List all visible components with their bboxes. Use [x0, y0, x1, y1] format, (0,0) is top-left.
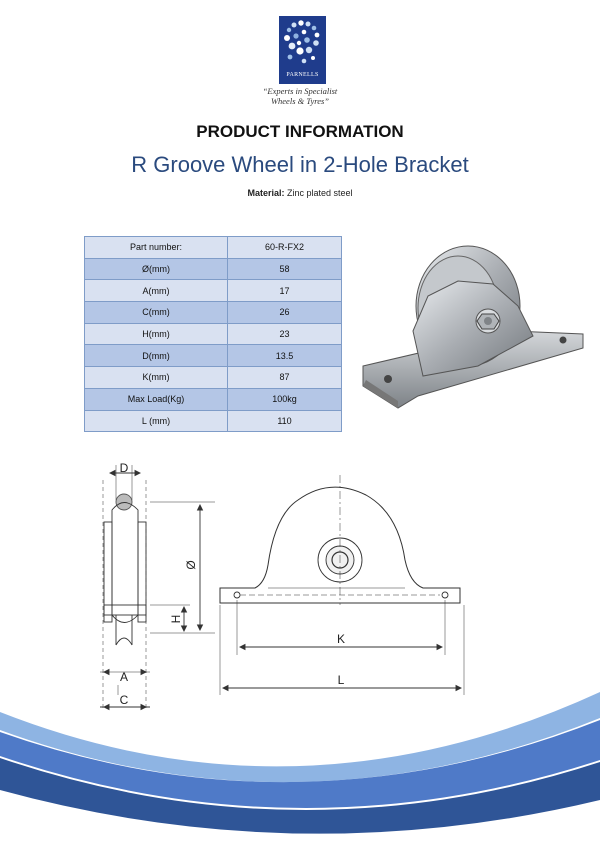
spec-value: 87 — [228, 367, 342, 389]
spec-value: 100kg — [228, 388, 342, 410]
dim-label-c: C — [119, 693, 129, 707]
dim-label-a: A — [119, 670, 129, 684]
spec-label: K(mm) — [85, 367, 228, 389]
tagline-line-2: Wheels & Tyres” — [270, 96, 330, 106]
spec-label: A(mm) — [85, 280, 228, 302]
table-row — [85, 280, 342, 302]
table-row — [85, 323, 342, 345]
spec-label: Ø(mm) — [85, 258, 228, 280]
spec-label: Part number: — [85, 237, 228, 259]
wheel-dots-logo-icon — [279, 16, 326, 72]
product-name: R Groove Wheel in 2-Hole Bracket — [131, 152, 469, 177]
table-row — [85, 302, 342, 324]
dim-label-k: K — [336, 632, 346, 646]
dim-label-h: H — [169, 614, 183, 624]
material-label: Material: — [247, 188, 285, 198]
spec-value: 60-R-FX2 — [228, 237, 342, 259]
table-row — [85, 345, 342, 367]
table-row — [85, 237, 342, 259]
spec-value: 110 — [228, 410, 342, 432]
spec-value: 13.5 — [228, 345, 342, 367]
brand-tagline — [240, 86, 360, 106]
spec-label: Max Load(Kg) — [85, 388, 228, 410]
product-photo — [358, 236, 588, 411]
spec-value: 17 — [228, 280, 342, 302]
page-title: PRODUCT INFORMATION — [196, 122, 404, 141]
decorative-swoosh — [0, 660, 600, 848]
spec-table — [84, 236, 342, 432]
brand-name: PARNELLS — [286, 72, 319, 78]
spec-value: 58 — [228, 258, 342, 280]
spec-label: L (mm) — [85, 410, 228, 432]
material-line — [0, 188, 600, 198]
spec-value: 26 — [228, 302, 342, 324]
spec-label: C(mm) — [85, 302, 228, 324]
table-row — [85, 258, 342, 280]
dim-label-l: L — [337, 673, 345, 687]
spec-value: 23 — [228, 323, 342, 345]
dim-label-diameter: Ø — [184, 560, 198, 570]
table-row — [85, 367, 342, 389]
material-value: Zinc plated steel — [286, 188, 353, 198]
tagline-line-1: “Experts in Specialist — [262, 86, 338, 96]
dim-label-d: D — [119, 461, 129, 475]
table-row — [85, 388, 342, 410]
spec-label: D(mm) — [85, 345, 228, 367]
spec-label: H(mm) — [85, 323, 228, 345]
table-row — [85, 410, 342, 432]
